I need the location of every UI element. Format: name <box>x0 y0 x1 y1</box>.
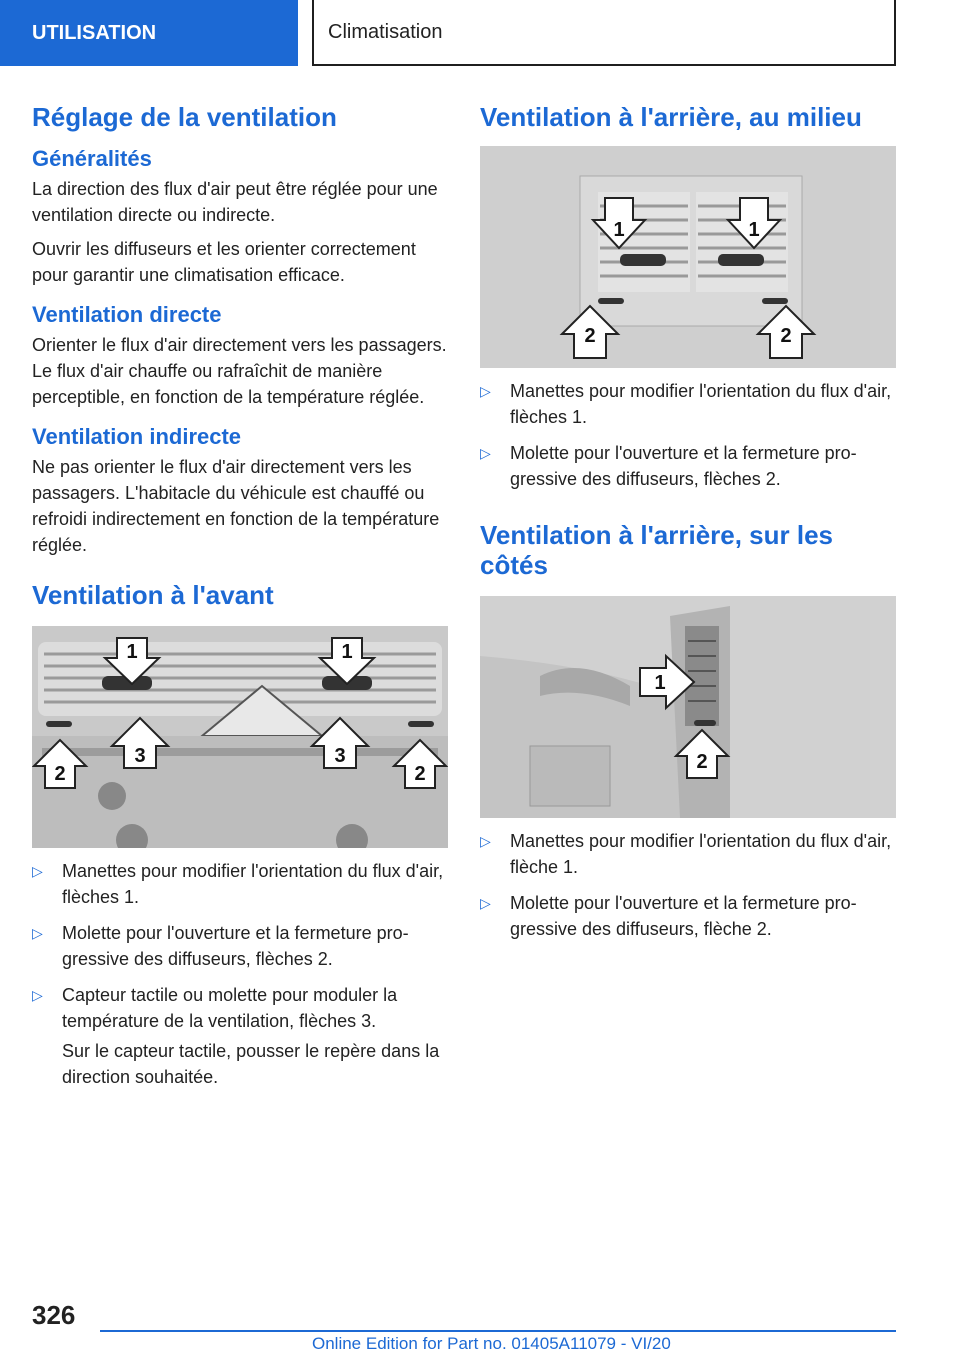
list-item: ▷ Manettes pour modifier l'orientation du flux d'air, flèche 1. <box>480 828 898 880</box>
list-item: ▷ Molette pour l'ouverture et la fermeture progressive des diffuseurs, flèche 2. <box>480 890 898 942</box>
paragraph-generalites-1: La direction des flux d'air peut être réglée pour une ventilation directe ou indirecte. <box>32 179 438 225</box>
arrow-3-right-label: 3 <box>334 745 346 767</box>
triangle-bullet-icon: ▷ <box>32 863 43 879</box>
front-vents-photo <box>32 626 448 848</box>
heading-ventilation-indirecte: Ventilation indirecte <box>32 424 242 449</box>
heading-reglage: Réglage de la ventilation <box>32 102 337 132</box>
triangle-bullet-icon: ▷ <box>32 925 43 941</box>
right-column <box>480 92 898 952</box>
paragraph-generalites-2: Ouvrir les diffuseurs et les orienter correctement pour garantir une climatisation efficace. <box>32 239 416 285</box>
list-item: ▷ Capteur tactile ou molette pour moduler la température de la ventilation, flèches 3. <box>32 982 450 1034</box>
paragraph-indirecte: Ne pas orienter le flux d'air directement vers les passagers. L'habitacle du véhicule est chauffé ou refroidi indirectement en fonction de la température réglée. <box>32 457 440 555</box>
page-number: 326 <box>32 1300 76 1330</box>
chapter-title: Climatisation <box>312 0 896 66</box>
list-item: ▷ Molette pour l'ouverture et la fermeture progressive des diffuseurs, flèches 2. <box>480 440 898 492</box>
arrow-1-label: 1 <box>654 672 666 694</box>
triangle-bullet-icon: ▷ <box>480 833 491 849</box>
rear-center-vent-list <box>480 378 898 492</box>
arrow-3-left-label: 3 <box>134 745 146 767</box>
heading-generalites: Généralités <box>32 146 152 171</box>
left-column <box>32 92 450 1098</box>
triangle-bullet-icon: ▷ <box>480 383 491 399</box>
touch-sensor-note: Sur le capteur tactile, pousser le repère dans la direction souhaitée. <box>62 1041 440 1087</box>
list-item: ▷ Manettes pour modifier l'orientation du flux d'air, flèches 1. <box>32 858 450 910</box>
rear-side-vent-photo <box>480 596 896 818</box>
heading-arriere-milieu: Ventilation à l'arrière, au milieu <box>480 102 862 132</box>
arrow-1-left-label: 1 <box>126 641 138 663</box>
footer-divider <box>100 1330 896 1332</box>
triangle-bullet-icon: ▷ <box>480 445 491 461</box>
list-item: ▷ Molette pour l'ouverture et la fermeture progressive des diffuseurs, flèches 2. <box>32 920 450 972</box>
arrow-2-left-label: 2 <box>584 325 596 347</box>
section-tab: UTILISATION <box>0 0 298 66</box>
list-item: ▷ Manettes pour modifier l'orientation du flux d'air, flèches 1. <box>480 378 898 430</box>
rear-center-vents-photo <box>480 146 896 368</box>
triangle-bullet-icon: ▷ <box>480 895 491 911</box>
edition-note: Online Edition for Part no. 01405A11079 - VI/20 <box>312 1334 671 1353</box>
front-vent-list <box>32 858 450 1034</box>
arrow-2-label: 2 <box>696 751 708 773</box>
heading-arriere-cotes: Ventilation à l'arrière, sur les côtés <box>480 520 834 580</box>
page-header <box>0 0 960 66</box>
arrow-1-right-label: 1 <box>748 219 760 241</box>
arrow-2-right-label: 2 <box>780 325 792 347</box>
arrow-2-left-label: 2 <box>54 763 66 785</box>
arrow-1-right-label: 1 <box>341 641 353 663</box>
rear-side-vent-list <box>480 828 898 942</box>
arrow-1-left-label: 1 <box>613 219 625 241</box>
arrow-2-right-label: 2 <box>414 763 426 785</box>
heading-ventilation-avant: Ventilation à l'avant <box>32 580 274 610</box>
paragraph-directe: Orienter le flux d'air directement vers les passagers. Le flux d'air chauffe ou rafraîchit de manière perceptible, en fonction de la température réglée. <box>32 335 447 407</box>
heading-ventilation-directe: Ventilation directe <box>32 302 222 327</box>
triangle-bullet-icon: ▷ <box>32 987 43 1003</box>
